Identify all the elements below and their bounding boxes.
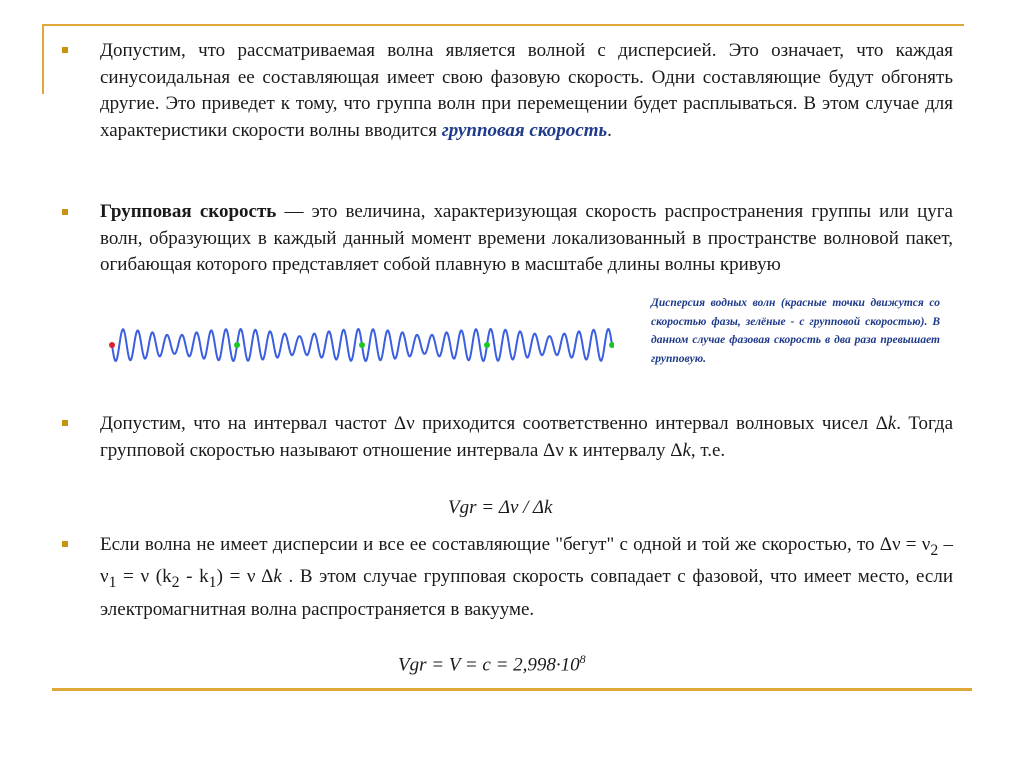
p4-sub-k1: 1 (208, 574, 217, 592)
figure-caption: Дисперсия водных волн (красные точки движутся со скоростью фазы, зелёные - с групповой скоростью). В данном случае фазовая скорость в два раза превышает групповую. (651, 297, 940, 365)
bullet-3 (62, 420, 68, 426)
p4-text-c: = ν (k (116, 566, 172, 588)
p4-k: k (273, 566, 282, 588)
paragraph-no-dispersion (100, 532, 953, 623)
p4-text-f: . В этом случае групповая скорость совпадает с фазовой, что имеет место, если электромагнитная волна распространяется в вакууме. (100, 566, 954, 620)
p4-sub-nu2: 2 (930, 541, 939, 559)
p3-text-b: . Тогда групповой скоростью называют отношение интервала Δν к интервалу Δ (100, 413, 954, 461)
p3-text-c: , т.е. (690, 439, 726, 461)
p2-bold-term: Групповая скорость (100, 201, 277, 222)
p1-end: . (607, 119, 612, 141)
p3-k1: k (887, 413, 897, 434)
p3-text-a: Допустим, что на интервал частот Δν приходится соответственно интервал волновых чисел Δ (100, 413, 888, 434)
group-point-dot-4 (609, 342, 614, 348)
p3-k2: k (682, 439, 691, 461)
top-rule (42, 24, 964, 26)
group-velocity-link[interactable]: групповая скорость (441, 119, 608, 141)
bullet-4 (62, 541, 68, 547)
group-point-dot-3 (484, 342, 490, 348)
formula-speed-main: Vgr = V = c = 2,998·10 (398, 654, 580, 676)
p4-text-d: - k (179, 566, 209, 588)
group-point-dot-1 (234, 342, 240, 348)
paragraph-dispersion (100, 38, 953, 144)
wave-packet-figure (108, 320, 614, 370)
paragraph-intervals (100, 411, 953, 464)
p4-text-b: – ν (100, 534, 953, 588)
p4-text-e: ) = ν Δ (216, 566, 274, 588)
p2-text: — это величина, характеризующая скорость распространения группы или цуга волн, образующих в каждый данный момент времени локализованный в пространстве волновой пакет, огибающая которого представляет собой плавную в масштабе длины волны кривую (100, 201, 953, 275)
formula-group-velocity: Vgr = Δν / Δk (448, 497, 553, 518)
group-point-dot-2 (359, 342, 365, 348)
bullet-2 (62, 209, 68, 215)
p4-text-a: Если волна не имеет дисперсии и все ее составляющие "бегут" с одной и той же скоростью, то Δν = ν (100, 534, 931, 555)
phase-point-dot (109, 342, 115, 348)
p1-text: Допустим, что рассматриваемая волна является волной с дисперсией. Это означает, что каждая синусоидальная ее составляющая имеет свою фазовую скорость. Одни составляющие будут обгонять другие. Это приведет к тому, что группа волн при перемещении будет расплываться. В этом случае для характеристики скорости волны вводится (100, 40, 953, 141)
bottom-rule (52, 688, 972, 691)
left-rule (42, 24, 44, 94)
bullet-1 (62, 47, 68, 53)
formula-speed-exp: 8 (579, 652, 586, 666)
p4-sub-nu1: 1 (108, 574, 117, 592)
p4-sub-k2: 2 (171, 574, 180, 592)
formula-speed-of-light (398, 652, 586, 676)
paragraph-group-velocity-definition (100, 199, 953, 279)
